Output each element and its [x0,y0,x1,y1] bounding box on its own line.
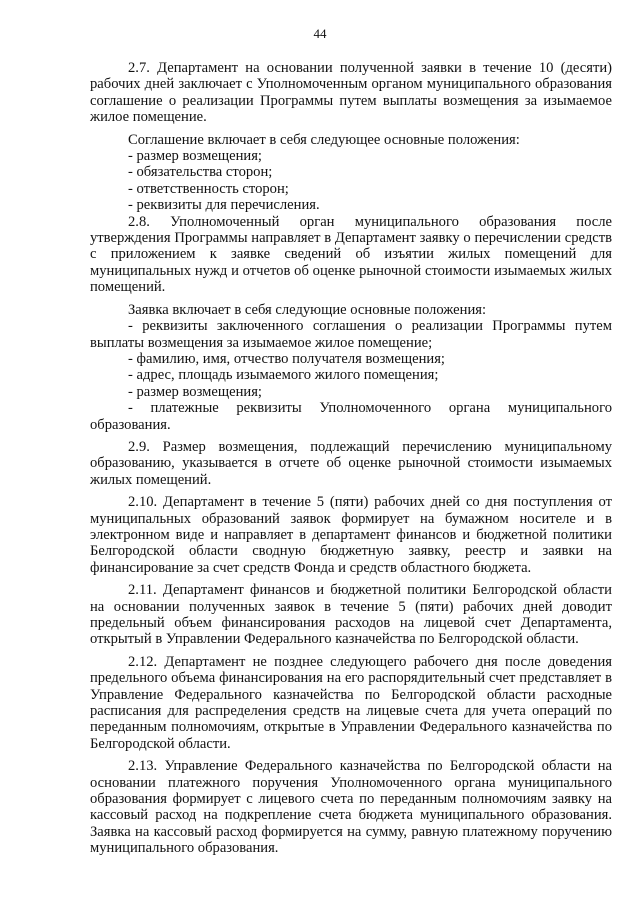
list-item: - адрес, площадь изымаемого жилого помещения; [128,367,439,384]
list-item: - реквизиты заключенного соглашения о реализации Программы путем выплаты возмещения за изымаемое жилое помещение; [90,318,612,351]
page-number: 44 [313,26,327,41]
list-item: - обязательства сторон; [128,164,273,181]
list-item: - ответственность сторон; [128,180,289,197]
paragraph-2-10: 2.10. Департамент в течение 5 (пяти) рабочих дней со дня поступления от муниципальных образований заявок формирует на бумажном носителе и в электронном виде и направляет в департамент финансов и бюджетной политики Белгородской области сводную бюджетную заявку, реестр и заявки на финансирование за счет средств Фонда и средств областного бюджета. [90,494,612,576]
list-item: - размер возмещения; [128,148,262,165]
list-item: - фамилию, имя, отчество получателя возмещения; [128,350,445,367]
paragraph-2-11: 2.11. Департамент финансов и бюджетной политики Белгородской области на основании полученных заявок в течение 5 (пяти) рабочих дней доводит предельный объем финансирования расходов на лицевой счет Департамента, открытый в Управлении Федерального казначейства по Белгородской области. [90,582,612,648]
list-item: - размер возмещения; [128,383,262,400]
paragraph-2-9: 2.9. Размер возмещения, подлежащий перечислению муниципальному образованию, указывается в отчете об оценке рыночной стоимости изымаемых жилых помещений. [90,438,612,488]
paragraph-2-12: 2.12. Департамент не позднее следующего рабочего дня после доведения предельного объема финансирования на его распорядительный счет представляет в Управление Федерального казначейства по Белгородской области расходные расписания для распределения средств на лицевые счета для учета операций по переданным полномочиям, открытые в Управлении Федерального казначейства по Белгородской области. [90,653,612,752]
paragraph-2-7: 2.7. Департамент на основании полученной заявки в течение 10 (десяти) рабочих дней заключает с Уполномоченным органом муниципального образования соглашение о реализации Программы путем выплаты возмещения за изымаемое жилое помещение. [90,60,612,126]
document-body [90,60,612,857]
list-item: - реквизиты для перечисления. [128,197,320,214]
paragraph-request-intro: Заявка включает в себя следующие основные положения: [128,301,487,318]
paragraph-2-13: 2.13. Управление Федерального казначейства по Белгородской области на основании платежного поручения Уполномоченного органа муниципального образования формирует с лицевого счета по переданным полномочиям заявку на кассовый расход на подкрепление счета бюджета муниципального образования. Заявка на кассовый расход формируется на сумму, равную платежному поручению муниципального образования. [90,758,612,857]
paragraph-2-8: 2.8. Уполномоченный орган муниципального образования после утверждения Программы направляет в Департамент заявку о перечислении средств с приложением к заявке сведений об изъятии жилых помещений для муниципальных нужд и отчетов об оценке рыночной стоимости изымаемых жилых помещений. [90,213,612,296]
paragraph-agreement-intro: Соглашение включает в себя следующее основные положения: [128,131,520,148]
list-item: - платежные реквизиты Уполномоченного органа муниципального образования. [90,400,612,433]
